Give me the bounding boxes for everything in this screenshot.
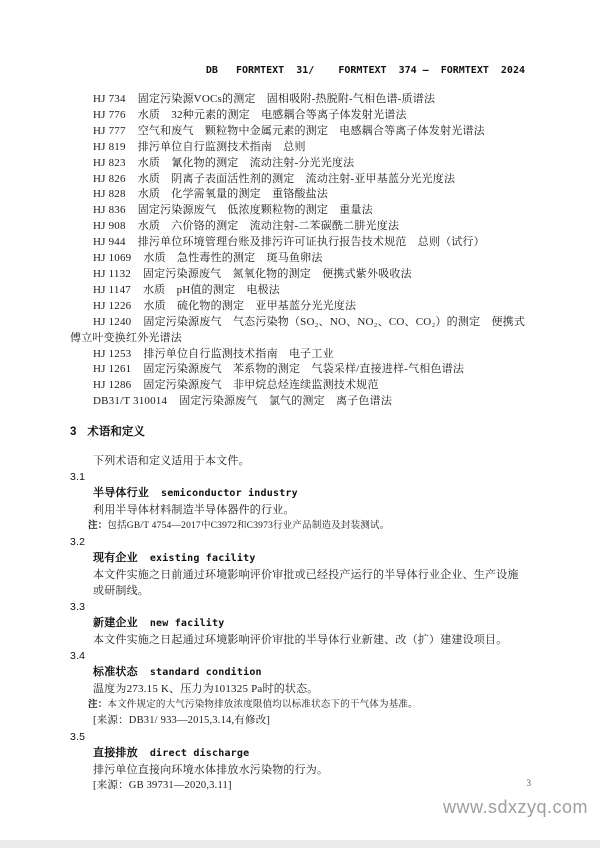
term-definition: 排污单位直接向环境水体排放水污染物的行为。 xyxy=(93,764,329,776)
ref-code: HJ 1069 xyxy=(93,252,132,265)
ref-title: 固定污染源废气 氯气的测定 离子色谱法 xyxy=(179,395,393,408)
ref-code: HJ 819 xyxy=(93,140,126,153)
page-number: 3 xyxy=(526,778,531,788)
reference-item xyxy=(70,251,528,267)
watermark: www.sdxzyq.com xyxy=(442,797,588,817)
ref-code: DB31/T 310014 xyxy=(93,395,168,408)
reference-item xyxy=(70,267,528,283)
term-name-en: existing facility xyxy=(149,553,256,564)
ref-title: 排污单位自行监测技术指南 总则 xyxy=(137,140,306,153)
doc-header: DB FORMTEXT 31/ FORMTEXT 374 — FORMTEXT 2024 xyxy=(205,65,525,76)
term-name-en: new facility xyxy=(149,618,225,629)
ref-code: HJ 836 xyxy=(93,204,126,217)
ref-title: 水质 阴离子表面活性剂的测定 流动注射-亚甲基蓝分光光度法 xyxy=(137,172,456,185)
note-text: 本文件规定的大气污染物排放浓度限值均以标准状态下的干气体为基准。 xyxy=(107,700,418,710)
reference-item xyxy=(70,347,528,363)
ref-code: HJ 944 xyxy=(93,236,126,249)
ref-code: HJ 1253 xyxy=(93,347,132,360)
section-number: 3 xyxy=(70,426,77,438)
ref-title: 固定污染源废气 低浓度颗粒物的测定 重量法 xyxy=(137,204,373,217)
term-name-zh: 新建企业 xyxy=(93,617,138,629)
ref-title: 固定污染源废气 气态污染物（SO₂、NO、NO₂、CO、CO₂）的测定 便携式傅立叶变换红外光谱法 xyxy=(70,315,526,344)
term-definition: 本文件实施之日起通过环境影响评价审批的半导体行业新建、改（扩）建建设项目。 xyxy=(93,634,508,646)
term-name-zh: 直接排放 xyxy=(93,747,138,759)
reference-item xyxy=(70,219,528,235)
ref-title: 排污单位环境管理台账及排污许可证执行报告技术规范 总则（试行） xyxy=(137,236,485,249)
section-intro: 下列术语和定义适用于本文件。 xyxy=(93,455,250,467)
ref-code: HJ 1261 xyxy=(93,363,132,376)
term-entry xyxy=(70,534,528,599)
term-name-zh: 现有企业 xyxy=(93,552,138,564)
term-name-en: semiconductor industry xyxy=(161,488,298,499)
section-heading xyxy=(70,424,528,440)
term-number: 3.3 xyxy=(70,601,86,613)
term-name xyxy=(70,550,528,567)
term-number: 3.5 xyxy=(70,731,86,743)
ref-title: 水质 急性毒性的测定 斑马鱼卵法 xyxy=(143,252,323,265)
reference-item xyxy=(70,235,528,251)
term-entry xyxy=(70,648,528,729)
reference-item xyxy=(70,172,528,188)
normative-references-list xyxy=(70,92,528,410)
term-note xyxy=(70,518,528,534)
ref-code: HJ 777 xyxy=(93,124,126,137)
term-name-zh: 标准状态 xyxy=(93,666,138,678)
reference-item xyxy=(70,156,528,172)
ref-code: HJ 826 xyxy=(93,172,126,185)
term-entry xyxy=(70,599,528,648)
ref-title: 排污单位自行监测技术指南 电子工业 xyxy=(143,347,334,360)
ref-title: 固定污染源废气 非甲烷总烃连续监测技术规范 xyxy=(143,379,379,392)
ref-code: HJ 1132 xyxy=(93,267,131,280)
term-source: [来源：GB 39731—2020,3.11] xyxy=(93,780,232,791)
ref-code: HJ 828 xyxy=(93,188,126,201)
term-source: [来源：DB31/ 933—2015,3.14,有修改] xyxy=(93,715,271,726)
note-label: 注： xyxy=(88,699,108,710)
ref-title: 固定污染源废气 氮氧化物的测定 便携式紫外吸收法 xyxy=(142,267,412,280)
term-number: 3.4 xyxy=(70,650,86,662)
reference-item xyxy=(70,315,528,347)
ref-code: HJ 1147 xyxy=(93,283,131,296)
ref-title: 水质 pH值的测定 电极法 xyxy=(142,283,281,296)
ref-title: 水质 硫化物的测定 亚甲基蓝分光光度法 xyxy=(143,299,357,312)
ref-title: 水质 32种元素的测定 电感耦合等离子体发射光谱法 xyxy=(137,108,407,121)
reference-item xyxy=(70,108,528,124)
term-entry xyxy=(70,729,528,794)
reference-item xyxy=(70,378,528,394)
ref-title: 水质 化学需氧量的测定 重铬酸盐法 xyxy=(137,188,329,201)
term-number: 3.2 xyxy=(70,536,86,548)
reference-item xyxy=(70,203,528,219)
ref-code: HJ 1240 xyxy=(93,315,132,328)
terms-and-definitions-section xyxy=(70,424,528,794)
ref-code: HJ 823 xyxy=(93,156,126,169)
term-name xyxy=(70,485,528,502)
term-name-zh: 半导体行业 xyxy=(93,487,149,499)
ref-title: 固定污染源VOCs的测定 固相吸附-热脱附-气相色谱-质谱法 xyxy=(137,93,436,105)
ref-title: 空气和废气 颗粒物中金属元素的测定 电感耦合等离子体发射光谱法 xyxy=(137,124,485,137)
note-label: 注： xyxy=(88,520,108,531)
term-name xyxy=(70,745,528,762)
page-bottom-edge xyxy=(0,840,600,848)
ref-code: HJ 776 xyxy=(93,108,126,121)
term-name-en: direct discharge xyxy=(149,748,250,759)
ref-title: 水质 氰化物的测定 流动注射-分光光度法 xyxy=(137,156,355,169)
term-definition: 利用半导体材料制造半导体器件的行业。 xyxy=(93,504,295,516)
term-definition: 本文件实施之日前通过环境影响评价审批或已经投产运行的半导体行业企业、生产设施或研制线。 xyxy=(93,569,519,597)
ref-code: HJ 1226 xyxy=(93,299,132,312)
term-number: 3.1 xyxy=(70,471,86,483)
ref-title: 水质 六价铬的测定 流动注射-二苯碳酰二肼光度法 xyxy=(137,220,400,233)
term-name xyxy=(70,664,528,681)
ref-code: HJ 734 xyxy=(93,93,126,105)
section-title: 术语和定义 xyxy=(87,426,145,438)
ref-title: 固定污染源废气 苯系物的测定 气袋采样/直接进样-气相色谱法 xyxy=(143,363,465,376)
reference-item xyxy=(70,140,528,156)
reference-item xyxy=(70,92,528,108)
reference-item xyxy=(70,187,528,203)
term-name-en: standard condition xyxy=(149,667,262,678)
reference-item xyxy=(70,362,528,378)
reference-item xyxy=(70,283,528,299)
reference-item xyxy=(70,394,528,410)
term-name xyxy=(70,615,528,632)
reference-item xyxy=(70,299,528,315)
term-entry xyxy=(70,469,528,534)
note-text: 包括GB/T 4754—2017中C3972和C3973行业产品制造及封装测试。 xyxy=(107,521,390,531)
ref-code: HJ 908 xyxy=(93,220,126,233)
term-note xyxy=(70,697,528,713)
reference-item xyxy=(70,124,528,140)
term-definition: 温度为273.15 K、压力为101325 Pa时的状态。 xyxy=(93,683,319,695)
ref-code: HJ 1286 xyxy=(93,379,132,392)
